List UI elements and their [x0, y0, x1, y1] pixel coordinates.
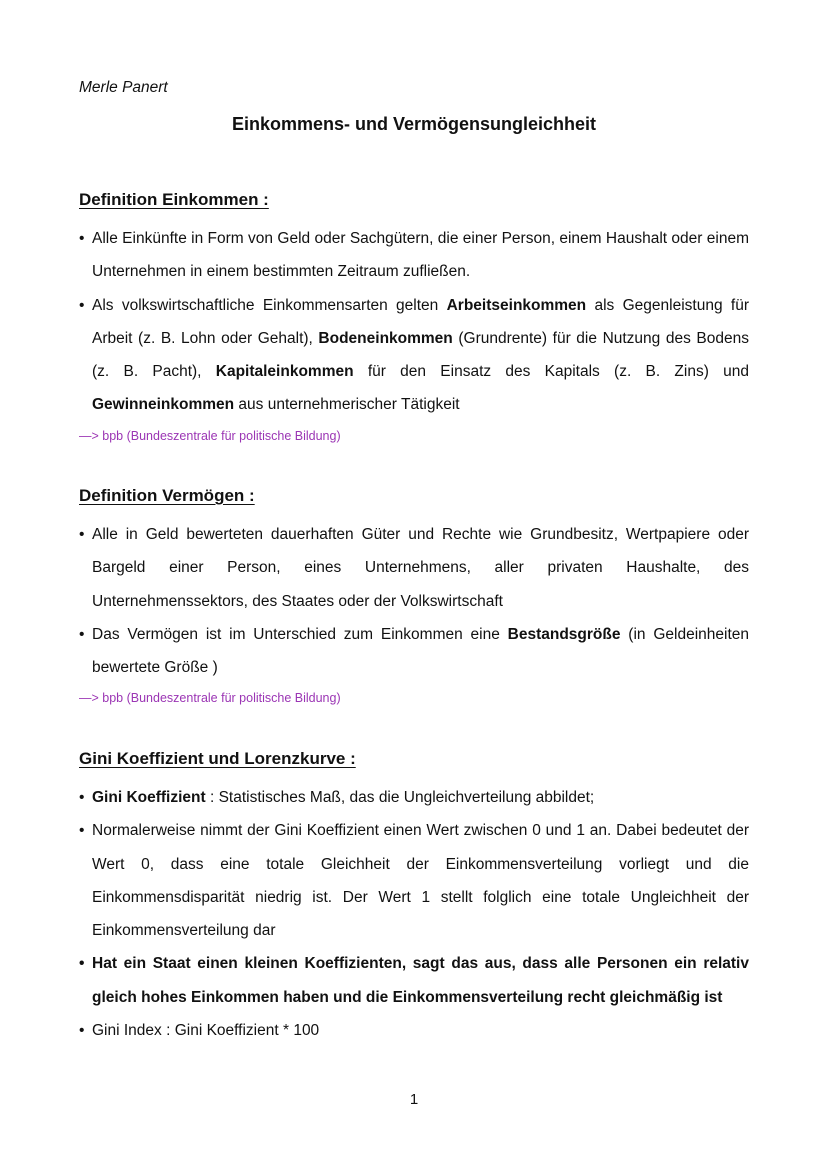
list-einkommen — [79, 222, 749, 422]
heading-einkommen: Definition Einkommen : — [79, 190, 269, 209]
bullet-gini-3: • Hat ein Staat einen kleinen Koeffizienten, sagt das aus, dass alle Personen ein relativ gleich hohes Einkommen haben und die Einkommensverteilung recht gleichmäßig ist — [79, 947, 749, 1014]
bullet-vermoegen-2: • Das Vermögen ist im Unterschied zum Einkommen eine Bestandsgröße (in Geldeinheiten bewertete Größe ) — [79, 618, 749, 685]
list-vermoegen — [79, 518, 749, 684]
heading-gini: Gini Koeffizient und Lorenzkurve : — [79, 749, 356, 768]
bullet-vermoegen-1: • Alle in Geld bewerteten dauerhaften Güter und Rechte wie Grundbesitz, Wertpapiere oder Bargeld einer Person, eines Unternehmens, aller privaten Haushalte, des Unternehmenssektors, des Staates oder der Volkswirtschaft — [79, 518, 749, 618]
source-vermoegen: —> bpb (Bundeszentrale für politische Bildung) — [79, 691, 341, 705]
page-title: Einkommens- und Vermögensungleichheit — [231, 114, 597, 134]
source-einkommen: —> bpb (Bundeszentrale für politische Bildung) — [79, 429, 341, 443]
bullet-gini-2: • Normalerweise nimmt der Gini Koeffizient einen Wert zwischen 0 und 1 an. Dabei bedeutet der Wert 0, dass eine totale Gleichheit der Einkommensverteilung vorliegt und die Einkommensdisparität niedrig ist. Der Wert 1 stellt folglich eine totale Ungleichheit der Einkommensverteilung dar — [79, 814, 749, 947]
list-gini — [79, 781, 749, 1047]
bullet-einkommen-2: • Als volkswirtschaftliche Einkommensarten gelten Arbeitseinkommen als Gegenleistung für Arbeit (z. B. Lohn oder Gehalt), Bodeneinkommen (Grundrente) für die Nutzung des Bodens (z. B. Pacht), Kapitaleinkommen für den Einsatz des Kapitals (z. B. Zins) und Gewinneinkommen aus unternehmerischer Tätigkeit — [79, 289, 749, 422]
bullet-einkommen-1: • Alle Einkünfte in Form von Geld oder Sachgütern, die einer Person, einem Haushalt oder einem Unternehmen in einem bestimmten Zeitraum zufließen. — [79, 222, 749, 289]
heading-vermoegen: Definition Vermögen : — [79, 486, 255, 505]
bullet-gini-1: • Gini Koeffizient : Statistisches Maß, das die Ungleichverteilung abbildet; — [79, 781, 749, 814]
page-number: 1 — [409, 1091, 419, 1108]
bullet-gini-4: • Gini Index : Gini Koeffizient * 100 — [79, 1014, 749, 1047]
author-name: Merle Panert — [79, 79, 168, 96]
